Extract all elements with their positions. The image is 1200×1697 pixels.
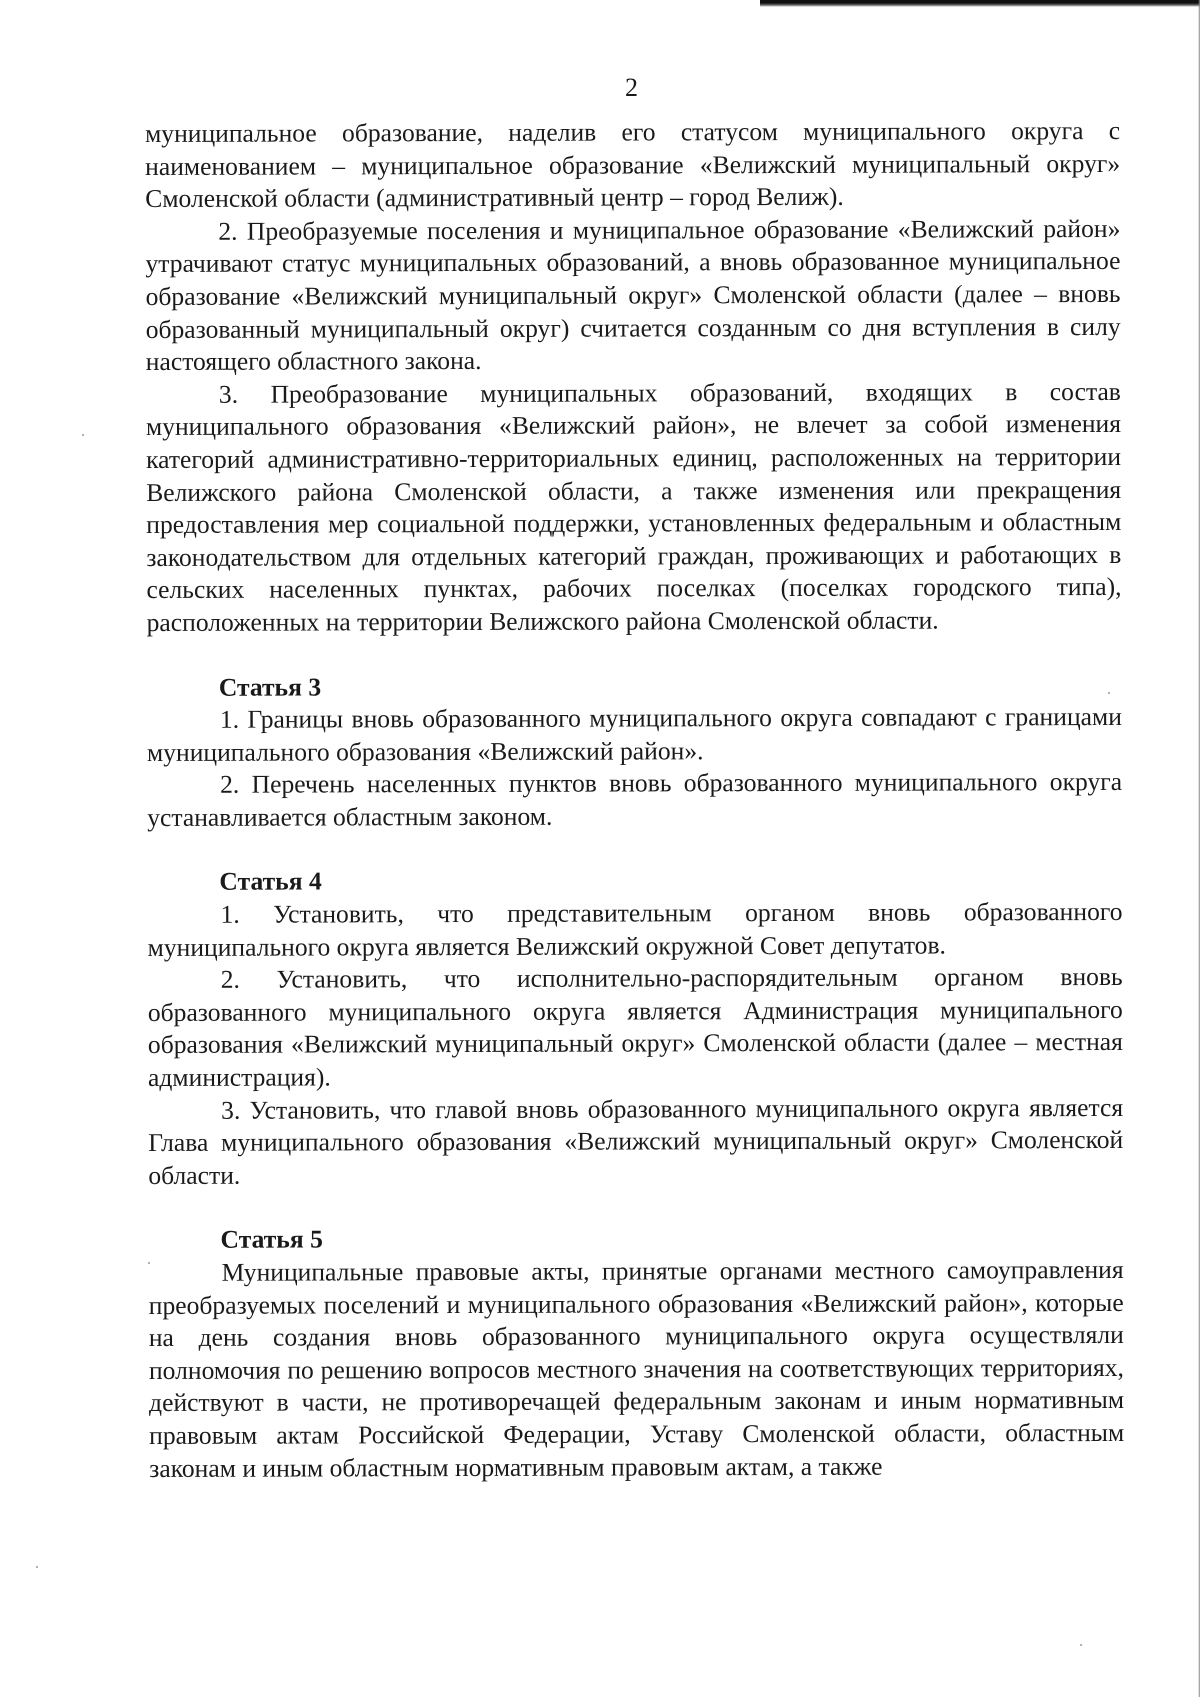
scan-speck	[82, 434, 84, 436]
paragraph: 1. Границы вновь образованного муниципального округа совпадают с границами муниципального образования «Велижский район».	[146, 702, 1122, 767]
document-body	[145, 115, 1124, 1485]
paragraph: 2. Установить, что исполнительно-распорядительным органом вновь образованного муниципального округа является Администрация муниципального образования «Велижский муниципальный округ» Смоленской области (далее – местная администрация).	[147, 962, 1123, 1093]
page-number: 2	[625, 73, 638, 102]
paragraph: муниципальное образование, наделив его статусом муниципального округа с наименованием – муниципальное образование «Велижский муниципальный округ» Смоленской области (административный центр – город Велиж).	[145, 115, 1121, 214]
scan-speck	[1080, 1644, 1082, 1646]
scan-speck	[36, 1566, 38, 1568]
paragraph: 1. Установить, что представительным органом вновь образованного муниципального округа является Велижский окружной Совет депутатов.	[147, 896, 1123, 962]
paragraph: Муниципальные правовые акты, принятые органами местного самоуправления преобразуемых поселений и муниципального образования «Велижский район», которые на день создания вновь образованного муниципального округа осуществляли полномочия по решению вопросов местного значения на соответствующих территориях, действуют в части, не противоречащей федеральным законам и иным нормативным правовым актам Российской Федерации, Уставу Смоленской области, областным законам и иным областным нормативным правовым актам, а также	[148, 1254, 1125, 1483]
article-heading: Статья 4	[219, 866, 322, 897]
paragraph: 2. Преобразуемые поселения и муниципальное образование «Велижский район» утрачивают статус муниципальных образований, а вновь образованное муниципальное образование «Велижский муниципальный округ» Смоленской области (далее – вновь образованный муниципальный округ) считается созданным со дня вступления в силу настоящего областного закона.	[145, 213, 1121, 377]
paragraph: 3. Установить, что главой вновь образованного муниципального округа является Глава муниципального образования «Велижский муниципальный округ» Смоленской области.	[148, 1092, 1124, 1190]
article-heading: Статья 5	[220, 1224, 323, 1255]
paragraph: 3. Преобразование муниципальных образований, входящих в состав муниципального образования «Велижский район», не влечет за собой изменения категорий административно-территориальных единиц, расположенных на территории Велижского района Смоленской области, а также изменения или прекращения предоставления мер социальной поддержки, установленных федеральным и областным законодательством для отдельных категорий граждан, проживающих и работающих в сельских населенных пунктах, рабочих поселках (поселках городского типа), расположенных на территории Велижского района Смоленской области.	[145, 376, 1122, 637]
scan-speck	[148, 1262, 150, 1264]
scan-edge-top	[760, 0, 1200, 7]
article-heading: Статья 3	[218, 671, 322, 702]
paragraph: 2. Перечень населенных пунктов вновь образованного муниципального округа устанавливается областным законом.	[147, 767, 1123, 832]
scan-speck	[1108, 692, 1110, 694]
